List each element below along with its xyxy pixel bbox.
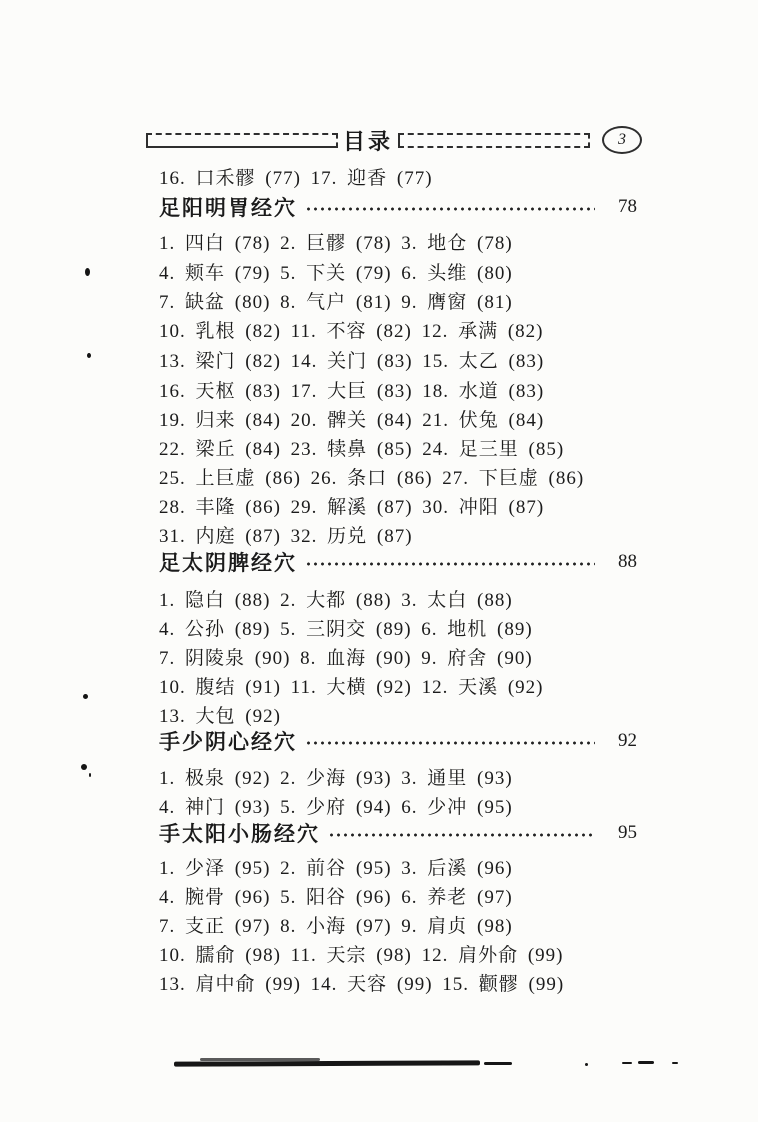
page-title: 目录 [343,128,394,154]
toc-entry-line: 25. 上巨虚 (86) 26. 条口 (86) 27. 下巨虚 (86) [159,468,585,489]
toc-entry-line: 4. 颊车 (79) 5. 下关 (79) 6. 头维 (80) [159,263,513,284]
toc-entry-line: 7. 支正 (97) 8. 小海 (97) 9. 肩贞 (98) [159,916,513,937]
header-rule-left [146,133,338,148]
toc-section-row [159,549,637,575]
toc-entry-line: 13. 大包 (92) [159,706,281,727]
scan-smudge [200,1058,320,1061]
toc-entry-line: 13. 梁门 (82) 14. 关门 (83) 15. 太乙 (83) [159,351,545,372]
scan-speck [81,764,87,770]
toc-entry-line: 4. 腕骨 (96) 5. 阳谷 (96) 6. 养老 (97) [159,887,513,908]
toc-section-page: 92 [618,730,637,751]
dot-leader [305,733,595,753]
toc-entry-line: 7. 缺盆 (80) 8. 气户 (81) 9. 膺窗 (81) [159,292,513,313]
toc-entry-line: 31. 内庭 (87) 32. 历兑 (87) [159,526,413,547]
toc-entry-line: 19. 归来 (84) 20. 髀关 (84) 21. 伏兔 (84) [159,410,545,431]
scan-speck [83,694,88,699]
toc-entry-line: 1. 极泉 (92) 2. 少海 (93) 3. 通里 (93) [159,768,513,789]
scan-smudge [622,1062,632,1064]
scan-smudge [585,1063,588,1066]
toc-section-row [159,728,637,754]
toc-entry-line: 13. 肩中俞 (99) 14. 天容 (99) 15. 颧髎 (99) [159,974,565,995]
toc-section-title: 足阳明胃经穴 [159,197,297,220]
toc-section-page: 95 [618,822,637,843]
toc-entry-line: 4. 公孙 (89) 5. 三阴交 (89) 6. 地机 (89) [159,619,533,640]
toc-entry-line: 22. 梁丘 (84) 23. 犊鼻 (85) 24. 足三里 (85) [159,439,565,460]
scan-speck [87,353,91,358]
toc-entry-line: 1. 四白 (78) 2. 巨髎 (78) 3. 地仓 (78) [159,233,513,254]
toc-entry-line: 10. 腹结 (91) 11. 大横 (92) 12. 天溪 (92) [159,677,544,698]
page-header [146,126,642,154]
toc-entry-line: 1. 隐白 (88) 2. 大都 (88) 3. 太白 (88) [159,590,513,611]
toc-entry-line: 10. 乳根 (82) 11. 不容 (82) 12. 承满 (82) [159,321,544,342]
dot-leader [305,554,595,574]
toc-entry-line: 28. 丰隆 (86) 29. 解溪 (87) 30. 冲阳 (87) [159,497,545,518]
scan-speck [89,773,91,777]
toc-entry-line: 1. 少泽 (95) 2. 前谷 (95) 3. 后溪 (96) [159,858,513,879]
toc-entry-line: 7. 阴陵泉 (90) 8. 血海 (90) 9. 府舍 (90) [159,648,533,669]
header-rule-right [398,133,590,148]
scan-smudge [672,1062,678,1064]
dot-leader [305,199,595,219]
toc-entry-line: 10. 臑俞 (98) 11. 天宗 (98) 12. 肩外俞 (99) [159,945,564,966]
scan-smudge [638,1061,654,1064]
scan-speck [85,268,90,276]
scan-smudge [484,1062,512,1065]
toc-entry-line: 16. 口禾髎 (77) 17. 迎香 (77) [159,168,433,189]
toc-section-row [159,194,637,220]
dot-leader [328,825,595,845]
toc-section-title: 手太阳小肠经穴 [159,823,320,846]
toc-section-page: 78 [618,196,637,217]
toc-entry-line: 16. 天枢 (83) 17. 大巨 (83) 18. 水道 (83) [159,381,545,402]
toc-section-title: 足太阴脾经穴 [159,552,297,575]
toc-section-page: 88 [618,551,637,572]
toc-entry-line: 4. 神门 (93) 5. 少府 (94) 6. 少冲 (95) [159,797,513,818]
toc-section-title: 手少阴心经穴 [159,731,297,754]
toc-section-row [159,820,637,846]
page-number-badge: 3 [602,126,642,154]
scan-smudge [174,1060,480,1066]
